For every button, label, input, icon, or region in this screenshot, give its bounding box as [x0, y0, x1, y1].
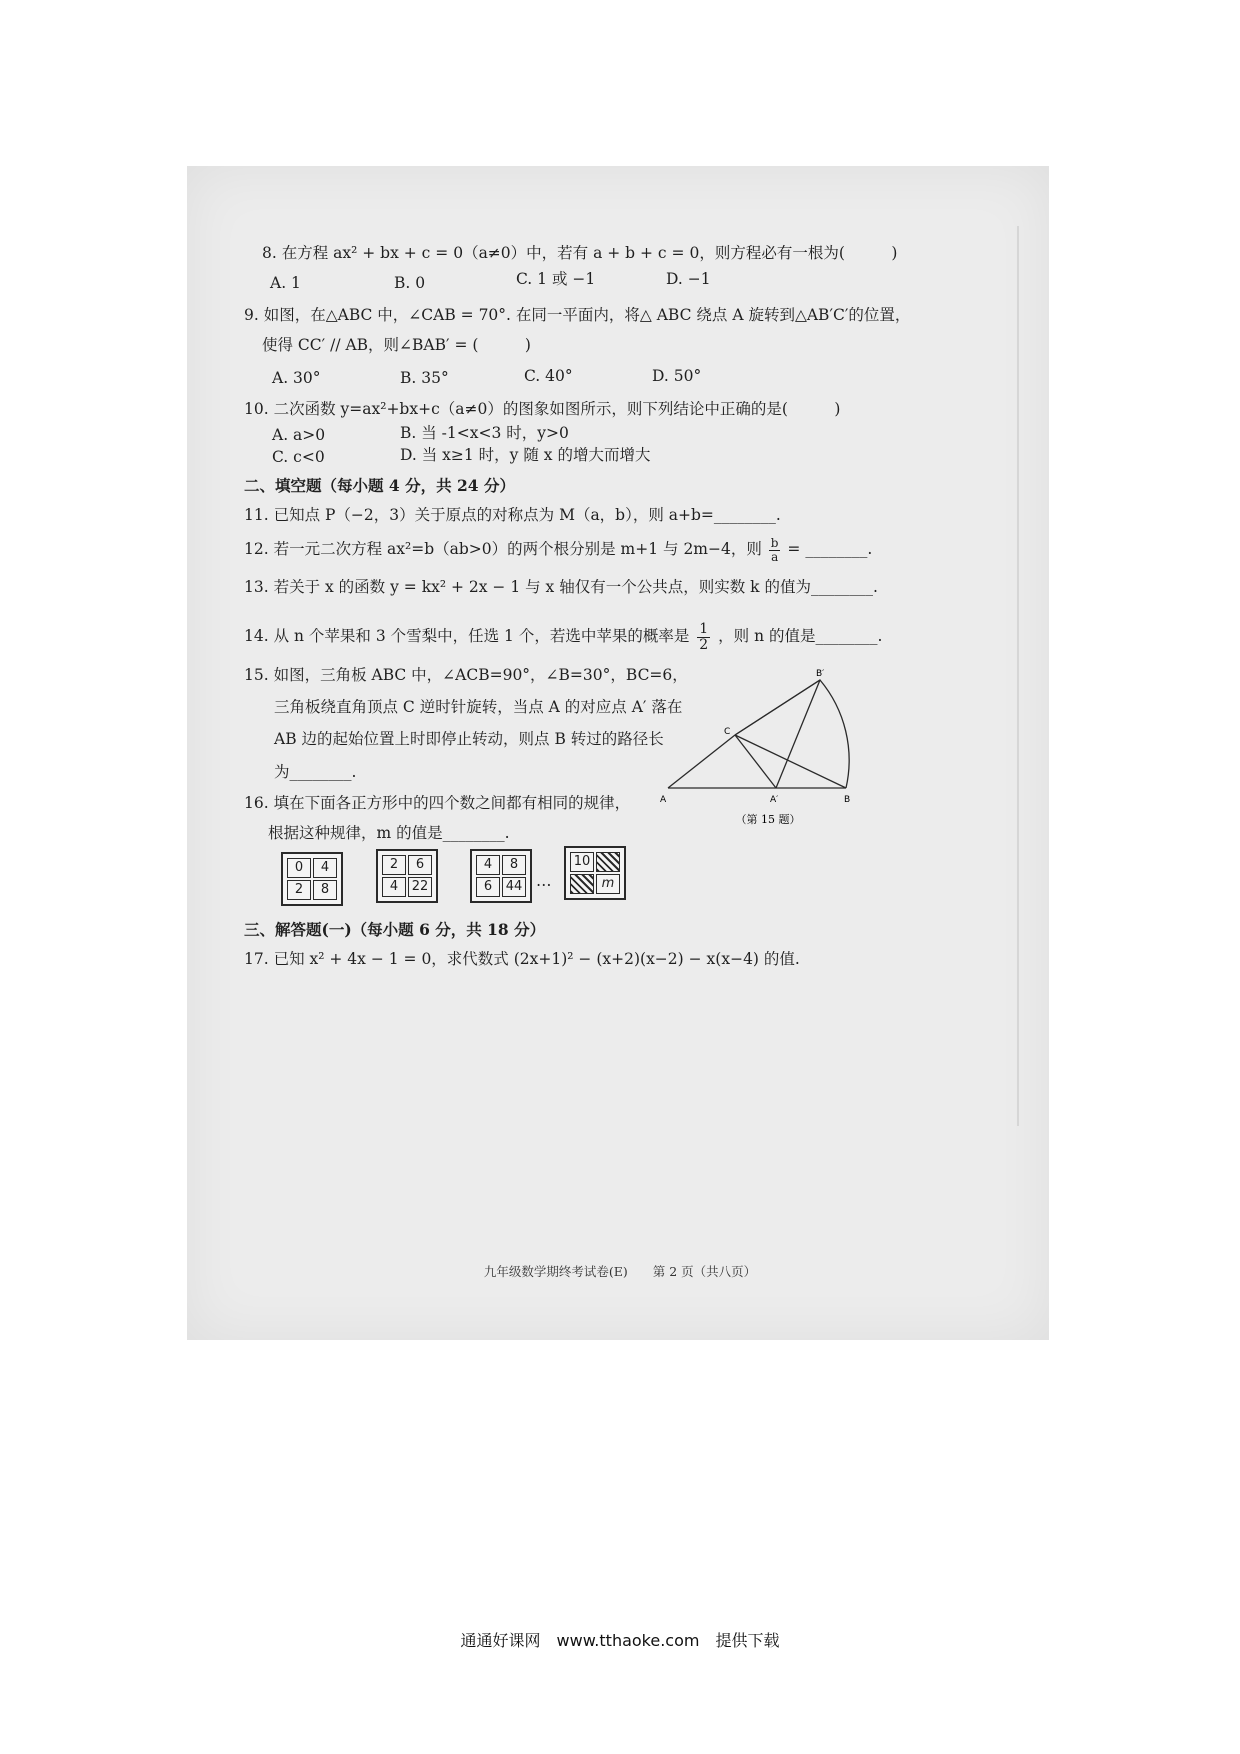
- q15-arc: [735, 680, 849, 788]
- q16-square-1-bottom-left: 2: [287, 880, 311, 900]
- q10-option-b: B. 当 -1<x<3 时，y>0: [400, 424, 569, 442]
- q17-text: 17. 已知 x² + 4x − 1 = 0，求代数式 (2x+1)² − (x+2)(x−2) − x(x−4) 的值.: [244, 950, 800, 968]
- q16-square-1: [281, 852, 343, 906]
- q16-square-4: [564, 846, 626, 900]
- q8-stem: 8. 在方程 ax² + bx + c = 0（a≠0）中，若有 a + b + c = 0，则方程必有一根为( ): [262, 244, 898, 262]
- q16-ellipsis: …: [536, 872, 552, 890]
- q12-fraction: [769, 537, 781, 563]
- q16-square-3-top-right: 8: [502, 855, 526, 875]
- q9-option-d: D. 50°: [652, 367, 702, 385]
- q16-square-1-top-left: 0: [287, 858, 311, 878]
- q16-square-2: [376, 849, 438, 903]
- q16-square-4-bottom-left-hatched: [570, 874, 594, 894]
- q15-segment-cb1: [735, 680, 820, 735]
- q8-option-d: D. −1: [666, 270, 711, 288]
- q10-option-d: D. 当 x≥1 时，y 随 x 的增大而增大: [400, 446, 651, 464]
- q16-square-1-top-right: 4: [313, 858, 337, 878]
- q9-stem-line1: 9. 如图，在△ABC 中，∠CAB = 70°. 在同一平面内，将△ ABC 绕点 A 旋转到△AB′C′的位置，: [244, 306, 911, 324]
- q15-segment-cb: [735, 735, 846, 788]
- q15-label-b: B: [844, 795, 851, 805]
- q13-text: 13. 若关于 x 的函数 y = kx² + 2x − 1 与 x 轴仅有一个公共点，则实数 k 的值为________.: [244, 578, 878, 596]
- q15-label-b-prime: B′: [816, 669, 825, 679]
- q11-text: 11. 已知点 P（−2，3）关于原点的对称点为 M（a，b），则 a+b=________.: [244, 506, 781, 524]
- q14-fraction-denominator: 2: [699, 636, 709, 653]
- q15-segment-ac: [668, 735, 735, 788]
- q8-option-a: A. 1: [270, 274, 301, 292]
- q16-line1: 16. 填在下面各正方形中的四个数之间都有相同的规律，: [244, 794, 631, 812]
- exam-page-footer: 九年级数学期终考试卷(E) 第 2 页（共八页）: [483, 1264, 757, 1279]
- source-attribution: 通通好课网 www.tthaoke.com 提供下载: [460, 1631, 780, 1650]
- section-2-heading: 二、填空题（每小题 4 分，共 24 分）: [244, 476, 515, 495]
- q9-option-a: A. 30°: [272, 369, 321, 387]
- q15-line2: 三角板绕直角顶点 C 逆时针旋转，当点 A 的对应点 A′ 落在: [274, 698, 683, 716]
- q15-line3: AB 边的起始位置上时即停止转动，则点 B 转过的路径长: [274, 730, 664, 748]
- q16-square-3-top-left: 4: [476, 855, 500, 875]
- q15-segment-ca1: [735, 735, 776, 788]
- q15-line1: 15. 如图，三角板 ABC 中，∠ACB=90°，∠B=30°，BC=6，: [244, 666, 688, 684]
- q16-square-3: [470, 849, 532, 903]
- q15-rotation-figure: [648, 662, 888, 832]
- q9-stem-line2: 使得 CC′ // AB，则∠BAB′ = ( ): [262, 336, 531, 354]
- q12-stem: 12. 若一元二次方程 ax²=b（ab>0）的两个根分别是 m+1 与 2m−4，则 $\frac{b}{a}$ = ________.: [244, 536, 873, 564]
- q15-line4: 为________.: [274, 763, 357, 781]
- bleed-through-margin: [1017, 226, 1019, 1126]
- q15-label-a: A: [660, 795, 667, 805]
- q10-option-a: A. a>0: [272, 426, 326, 444]
- q9-option-b: B. 35°: [400, 369, 449, 387]
- q14-fraction-numerator: 1: [699, 621, 709, 637]
- q12-fraction-denominator: a: [771, 549, 779, 564]
- q16-square-2-top-left: 2: [382, 855, 406, 875]
- q16-square-4-bottom-right-m: m: [596, 874, 620, 894]
- q16-square-2-bottom-left: 4: [382, 877, 406, 897]
- q10-stem: 10. 二次函数 y=ax²+bx+c（a≠0）的图象如图所示，则下列结论中正确的是( ): [244, 400, 841, 418]
- q14-stem: 14. 从 n 个苹果和 3 个雪梨中，任选 1 个，若选中苹果的概率是 $\frac{1}{2}$ ，则 n 的值是________.: [244, 621, 883, 653]
- q16-square-3-bottom-left: 6: [476, 877, 500, 897]
- q16-square-2-top-right: 6: [408, 855, 432, 875]
- section-3-heading: 三、解答题(一)（每小题 6 分，共 18 分）: [244, 920, 546, 939]
- q8-option-c: C. 1 或 −1: [516, 270, 596, 288]
- q8-option-b: B. 0: [394, 274, 426, 292]
- q10-option-c: C. c<0: [272, 448, 325, 466]
- q16-square-4-top-right-hatched: [596, 852, 620, 872]
- q15-label-c: C: [724, 727, 731, 737]
- q16-square-2-bottom-right: 22: [408, 877, 432, 897]
- q15-label-a-prime: A′: [770, 795, 779, 805]
- q16-square-4-top-left: 10: [570, 852, 594, 872]
- q12-fraction-numerator: b: [770, 536, 779, 550]
- q14-fraction: [697, 622, 710, 652]
- q16-square-3-bottom-right: 44: [502, 877, 526, 897]
- q9-option-c: C. 40°: [524, 367, 573, 385]
- q16-square-1-bottom-right: 8: [313, 880, 337, 900]
- q16-line2: 根据这种规律，m 的值是________.: [268, 824, 510, 842]
- q15-caption: （第 15 题）: [735, 813, 801, 826]
